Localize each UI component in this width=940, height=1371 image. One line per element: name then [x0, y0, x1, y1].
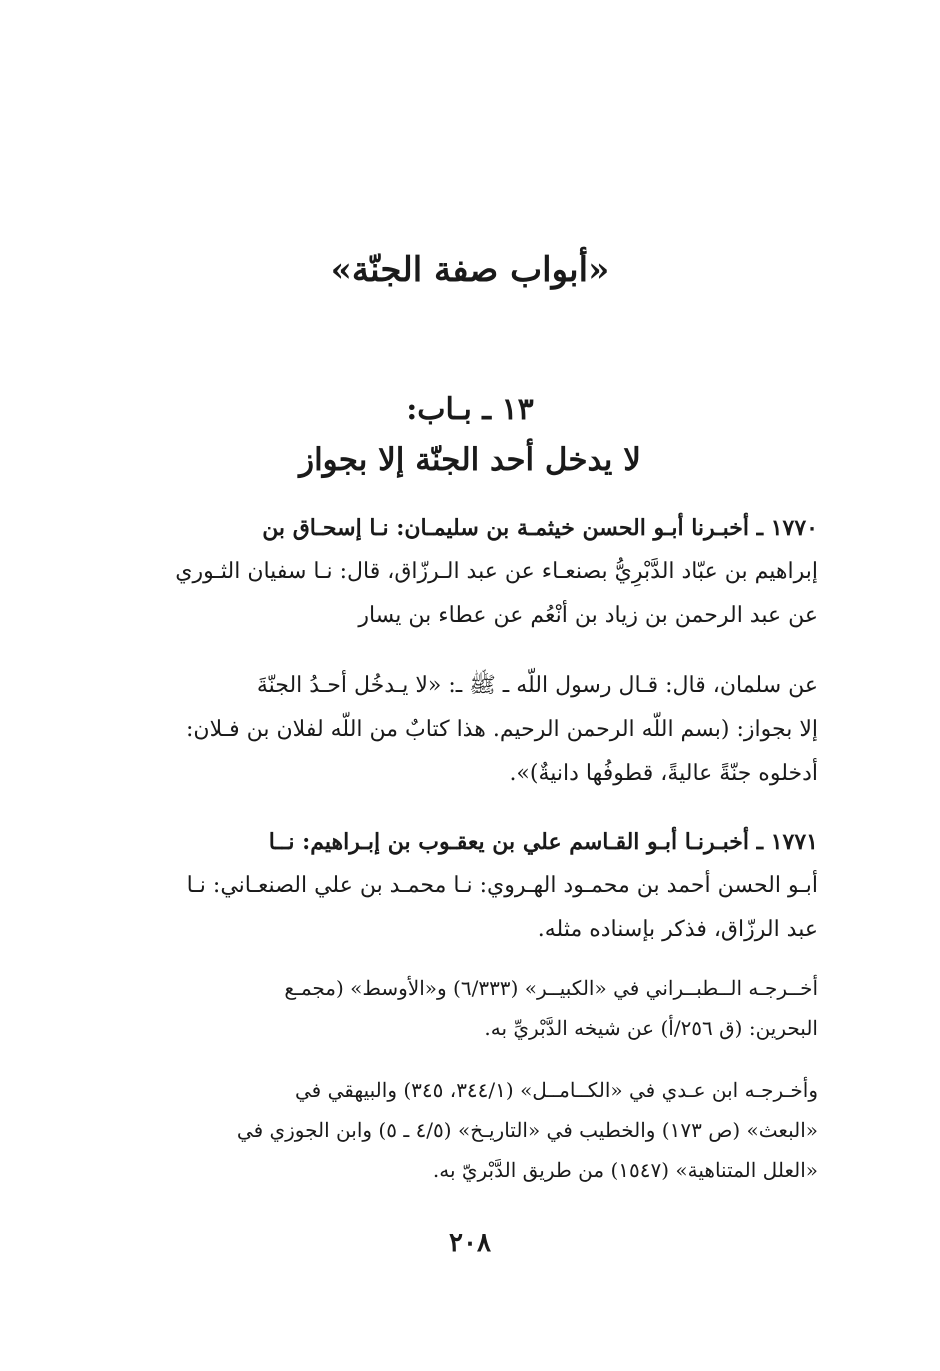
text-line: ١٧٧١ ـ أخبـرنـا أبـو القـاسم علي بن يعقـوب بن إبـراهيم: نــا — [268, 829, 818, 855]
text-line: عبد الرزّاق، فذكر بإسناده مثله. — [537, 917, 818, 942]
text-line: «العلل المتناهية» (١٥٤٧) من طريق الدَّبْريّ به. — [432, 1158, 818, 1182]
text-line: عن سلمان، قال: قـال رسول اللّه ـ ﷺ ـ: «لا يـدخُل أحـدُ الجنّةَ — [256, 673, 818, 698]
hadith-1771 — [118, 820, 818, 952]
hadith-1770-isnad — [118, 506, 818, 638]
footnote-1 — [118, 968, 818, 1048]
chapter-title: لا يدخل أحد الجنّة إلا بجواز — [299, 442, 641, 478]
chapter-number: ١٣ ـ بـاب: — [406, 392, 534, 427]
text-line: عن عبد الرحمن بن زياد بن أنْعُم عن عطاء بن يسار — [358, 603, 818, 628]
text-line: البحرين: (ق ٢٥٦/أ) عن شيخه الدَّبْريِّ به. — [484, 1016, 818, 1040]
text-line: ١٧٧٠ ـ أخبـرنا أبـو الحسن خيثمـة بن سليمـان: نـا إسحـاق بن — [262, 515, 818, 541]
text-line: أبـو الحسن أحمد بن محمـود الهـروي: نـا محمـد بن علي الصنعـاني: نـا — [186, 873, 818, 898]
text-line: أدخلوه جنّةً عاليةً، قطوفُها دانيةٌ)». — [509, 761, 818, 786]
text-line: أخــرجـه الــطبــراني في «الكبيــر» (٦/٣٣٣) و«الأوسط» (مجمـع — [284, 976, 818, 1000]
text-line: وأخـرجـه ابن عـدي في «الكــامــل» (٣٤٤/١، ٣٤٥) والبيهقي في — [295, 1078, 818, 1102]
page-number: ٢٠٨ — [449, 1228, 491, 1258]
section-title: «أبواب صفة الجنّة» — [330, 250, 610, 290]
hadith-1770-matn — [118, 664, 818, 796]
text-line: «البعث» (ص ١٧٣) والخطيب في «التاريـخ» (٤/٥ ـ ٥) وابن الجوزي في — [236, 1118, 818, 1142]
text-line: إلا بجواز: (بسم اللّه الرحمن الرحيم. هذا كتابٌ من اللّه لفلان بن فـلان: — [186, 717, 818, 742]
footnote-2 — [118, 1070, 818, 1190]
text-line: إبراهيم بن عبّاد الدَّبْرِيُّ بصنعـاء عن عبد الـرزّاق، قال: نـا سفيان الثـوري — [175, 559, 818, 584]
